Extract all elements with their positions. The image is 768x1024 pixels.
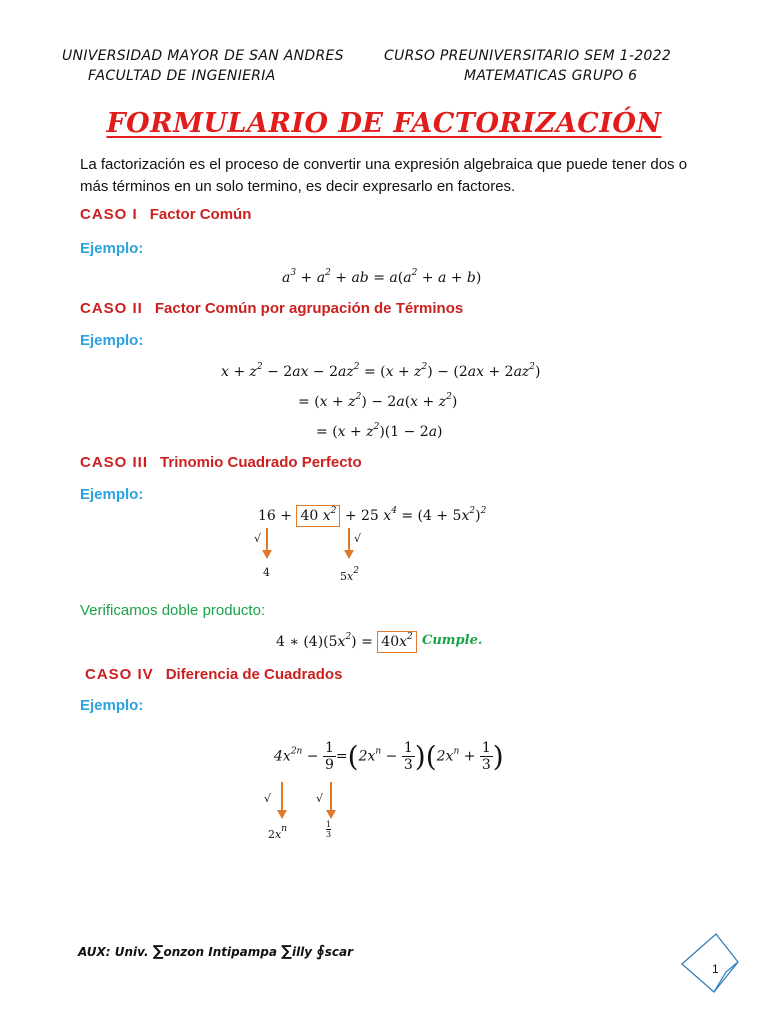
case-1-label: CASO I — [80, 206, 138, 223]
verify-result-box: $40x^2$ — [377, 631, 416, 653]
footer-author-mid: illy — [291, 945, 313, 959]
case-3-example-label: Ejemplo: — [80, 486, 144, 503]
case-4-root-2: 1 3 — [326, 820, 332, 839]
case-3-sqrt-1: √ — [254, 532, 262, 545]
case-2-name: Factor Común por agrupación de Términos — [154, 300, 464, 317]
header-group: MATEMATICAS GRUPO 6 — [464, 68, 638, 84]
case-2-example-label: Ejemplo: — [80, 332, 144, 349]
case-3-sqrt-2: √ — [354, 532, 362, 545]
case-4-label: CASO IV — [85, 666, 154, 683]
case-1-formula: $a^3 + a^2$ + ab = $a(a^2 + a + b)$ — [282, 268, 482, 286]
case-4-arrow-2 — [330, 782, 332, 812]
intro-paragraph: La factorización es el proceso de convertir una expresión algebraica que puede tener dos o más términos en un solo termino, es decir expresarlo en factores. — [80, 156, 688, 195]
case-3-arrow-1 — [266, 528, 268, 552]
case-4-heading — [85, 666, 342, 683]
verify-text: Verificamos doble producto: — [80, 602, 266, 619]
case-4-arrow-1-head — [277, 810, 287, 819]
case-4-root-1: $2x^n$ — [268, 824, 288, 841]
case-3-formula: 16 + 40 $x^2 + 25$ $x^4 = (4 + 5x^2)^2$ — [258, 506, 486, 524]
page-title: FORMULARIO DE FACTORIZACIÓN — [106, 108, 662, 139]
footer-author-last: scar — [324, 945, 354, 959]
case-3-heading — [80, 454, 362, 471]
header-university: UNIVERSIDAD MAYOR DE SAN ANDRES — [62, 48, 344, 64]
page-number: 1 — [712, 962, 719, 976]
case-1-example-label: Ejemplo: — [80, 240, 144, 257]
case-3-arrow-1-head — [262, 550, 272, 559]
footer-author-name: onzon Intipampa — [163, 945, 277, 959]
case-4-sqrt-2: √ — [316, 792, 324, 805]
case-2-label: CASO II — [80, 300, 143, 317]
case-2-formula-line-1: $x + z^2 - 2ax - 2az^2 = (x + z^2) - (2ax + 2az^2)$ — [221, 362, 541, 380]
sum-symbol-2: ∑ — [281, 942, 292, 960]
case-3-arrow-2-head — [344, 550, 354, 559]
case-2-formula-line-2: = $(x + z^2) - 2a(x + z^2)$ — [298, 392, 458, 410]
header-faculty: FACULTAD DE INGENIERIA — [88, 68, 276, 84]
case-4-arrow-2-head — [326, 810, 336, 819]
verify-formula: 4 ∗ $(4)(5x^2) = 40x^2$ — [276, 632, 417, 650]
contour-integral-symbol: ∮ — [316, 942, 325, 960]
case-3-arrow-2 — [348, 528, 350, 552]
page-corner-shape — [676, 928, 744, 998]
sum-symbol-1: ∑ — [152, 942, 164, 960]
case-1-name: Factor Común — [149, 206, 252, 223]
case-2-heading — [80, 300, 463, 317]
case-4-formula: $4x^{2n}$ − $\frac{1}{9}$ $=(2x^n$ − $\frac{1}{3}$ )($2x^n$ + $\frac{1}{3}$ ) — [274, 740, 504, 773]
case-1-heading — [80, 206, 251, 223]
case-3-root-1: 4 — [263, 566, 270, 579]
footer-author — [78, 942, 353, 960]
case-3-name: Trinomio Cuadrado Perfecto — [160, 454, 362, 471]
case-3-root-2: $5x^2$ — [340, 566, 359, 583]
case-4-example-label: Ejemplo: — [80, 697, 144, 714]
case-2-formula-line-3: = $(x + z^2)(1 - 2a)$ — [316, 422, 443, 440]
case-4-name: Diferencia de Cuadrados — [165, 666, 343, 683]
double-product-box: 40 $x^2$ — [296, 505, 340, 527]
cumple-text: Cumple. — [422, 633, 483, 648]
case-4-arrow-1 — [281, 782, 283, 812]
footer-author-prefix: AUX: Univ. — [78, 945, 149, 959]
case-4-sqrt-1: √ — [264, 792, 272, 805]
case-3-label: CASO III — [80, 454, 149, 471]
header-course: CURSO PREUNIVERSITARIO SEM 1-2022 — [384, 48, 672, 64]
